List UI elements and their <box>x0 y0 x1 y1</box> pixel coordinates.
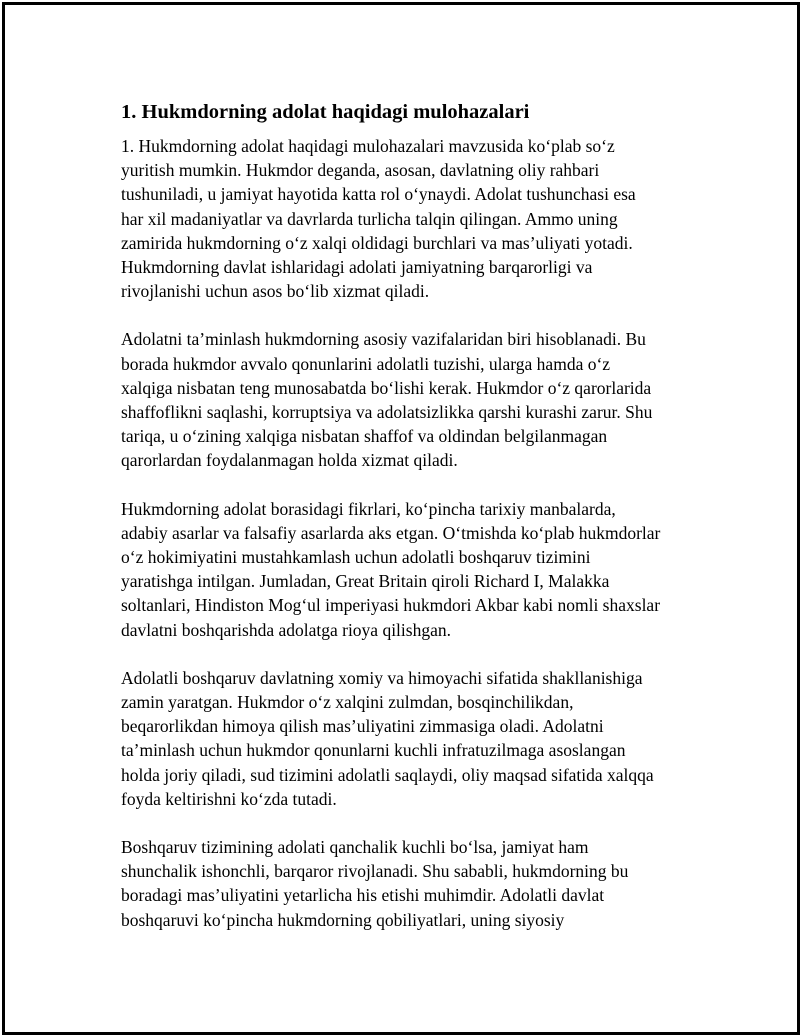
text-line: tariqa, u o‘zining xalqiga nisbatan shaffof va oldindan belgilanmagan <box>121 426 608 447</box>
text-line: soltanlari, Hindiston Mog‘ul imperiyasi hukmdori Akbar kabi nomli shaxslar <box>121 595 661 616</box>
text-line: rivojlanishi uchun asos bo‘lib xizmat qiladi. <box>121 281 430 302</box>
text-line: qarorlardan foydalanmagan holda xizmat qiladi. <box>121 450 458 471</box>
text-line: tushuniladi, u jamiyat hayotida katta rol o‘ynaydi. Adolat tushunchasi esa <box>121 184 636 205</box>
text-line: davlatni boshqarishda adolatga rioya qilishgan. <box>121 619 451 640</box>
text-line: yuritish mumkin. Hukmdor deganda, asosan, davlatning oliy rahbari <box>121 160 600 181</box>
paragraph-1 <box>121 134 691 303</box>
paragraph-5 <box>121 835 691 932</box>
text-line: har xil madaniyatlar va davrlarda turlicha talqin qilingan. Ammo uning <box>121 208 618 229</box>
text-line: holda joriy qiladi, sud tizimini adolatli saqlaydi, oliy maqsad sifatida xalqqa <box>121 764 654 785</box>
text-line: ta’minlash uchun hukmdor qonunlarni kuchli infratuzilmaga asoslangan <box>121 740 626 761</box>
page-frame <box>2 2 800 1035</box>
text-line: o‘z hokimiyatini mustahkamlash uchun adolatli boshqaruv tizimini <box>121 547 591 568</box>
text-line: boradagi mas’uliyatini yetarlicha his etishi muhimdir. Adolatli davlat <box>121 885 605 906</box>
text-line: Boshqaruv tizimining adolati qanchalik kuchli bo‘lsa, jamiyat ham <box>121 837 589 858</box>
text-line: zamin yaratgan. Hukmdor o‘z xalqini zulmdan, bosqinchilikdan, <box>121 692 574 713</box>
text-line: boshqaruvi ko‘pincha hukmdorning qobiliyatlari, uning siyosiy <box>121 909 565 930</box>
text-line: zamirida hukmdorning o‘z xalqi oldidagi burchlari va mas’uliyati yotadi. <box>121 232 633 253</box>
text-line: yaratishga intilgan. Jumladan, Great Britain qiroli Richard I, Malakka <box>121 571 610 592</box>
paragraph-4 <box>121 666 691 811</box>
text-line: foyda keltirishni ko‘zda tutadi. <box>121 788 337 809</box>
text-line: adabiy asarlar va falsafiy asarlarda aks etgan. O‘tmishda ko‘plab hukmdorlar <box>121 522 661 543</box>
text-line: Hukmdorning adolat borasidagi fikrlari, ko‘pincha tarixiy manbalarda, <box>121 498 616 519</box>
text-line: 1. Hukmdorning adolat haqidagi mulohazalari mavzusida ko‘plab so‘z <box>121 136 615 156</box>
text-line: shaffoflikni saqlashi, korruptsiya va adolatsizlikka qarshi kurashi zarur. Shu <box>121 402 653 423</box>
text-line: beqarorlikdan himoya qilish mas’uliyatini zimmasiga oladi. Adolatni <box>121 716 604 737</box>
text-line: borada hukmdor avvalo qonunlarini adolatli tuzishi, ularga hamda o‘z <box>121 353 611 374</box>
document-body <box>121 98 691 956</box>
text-line: shunchalik ishonchli, barqaror rivojlanadi. Shu sababli, hukmdorning bu <box>121 861 629 882</box>
paragraph-3 <box>121 497 691 642</box>
paragraph-2 <box>121 327 691 472</box>
text-line: Adolatli boshqaruv davlatning xomiy va himoyachi sifatida shakllanishiga <box>121 667 643 688</box>
text-line: Hukmdorning davlat ishlaridagi adolati jamiyatning barqarorligi va <box>121 257 593 278</box>
document-title: 1. Hukmdorning adolat haqidagi mulohazalari <box>121 101 530 123</box>
text-line: Adolatni ta’minlash hukmdorning asosiy vazifalaridan biri hisoblanadi. Bu <box>121 329 646 350</box>
text-line: xalqiga nisbatan teng munosabatda bo‘lishi kerak. Hukmdor o‘z qarorlarida <box>121 377 652 398</box>
